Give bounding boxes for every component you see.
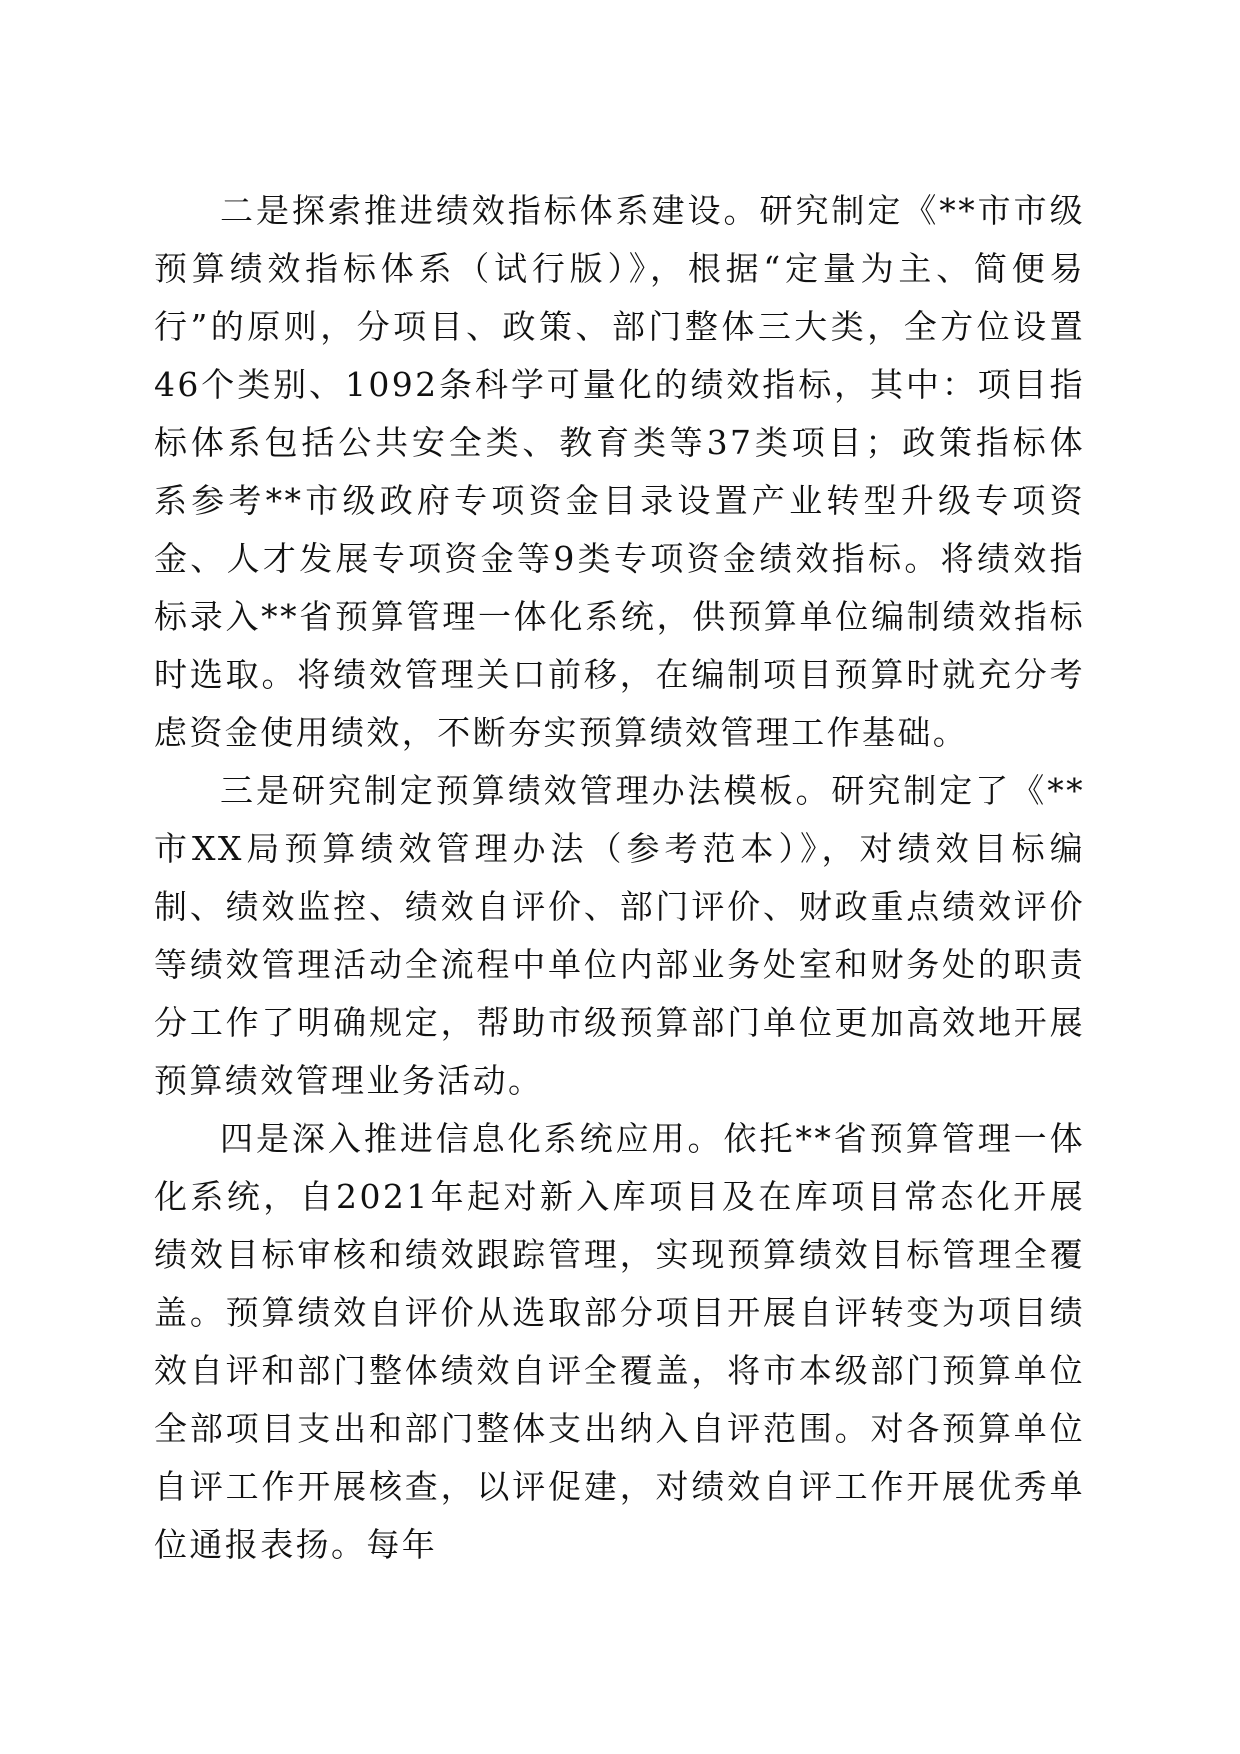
paragraph-management-template: 三是研究制定预算绩效管理办法模板。研究制定了《**市XX局预算绩效管理办法（参考范本）》，对绩效目标编制、绩效监控、绩效自评价、部门评价、财政重点绩效评价等绩效管理活动全流程中单位内部业务处室和财务处的职责分工作了明确规定，帮助市级预算部门单位更加高效地开展预算绩效管理业务活动。: [154, 771, 1085, 1100]
paragraph-indicator-system: 二是探索推进绩效指标体系建设。研究制定《**市市级预算绩效指标体系（试行版）》，根据“定量为主、简便易行”的原则，分项目、政策、部门整体三大类，全方位设置46个类别、1092条科学可量化的绩效指标，其中：项目指标体系包括公共安全类、教育类等37类项目；政策指标体系参考**市级政府专项资金目录设置产业转型升级专项资金、人才发展专项资金等9类专项资金绩效指标。将绩效指标录入**省预算管理一体化系统，供预算单位编制绩效指标时选取。将绩效管理关口前移，在编制项目预算时就充分考虑资金使用绩效，不断夯实预算绩效管理工作基础。: [154, 191, 1085, 752]
document-page: [154, 182, 1085, 1574]
paragraph-information-system: 四是深入推进信息化系统应用。依托**省预算管理一体化系统，自2021年起对新入库项目及在库项目常态化开展绩效目标审核和绩效跟踪管理，实现预算绩效目标管理全覆盖。预算绩效自评价从选取部分项目开展自评转变为项目绩效自评和部门整体绩效自评全覆盖，将市本级部门预算单位全部项目支出和部门整体支出纳入自评范围。对各预算单位自评工作开展核查，以评促建，对绩效自评工作开展优秀单位通报表扬。每年: [154, 1119, 1085, 1564]
